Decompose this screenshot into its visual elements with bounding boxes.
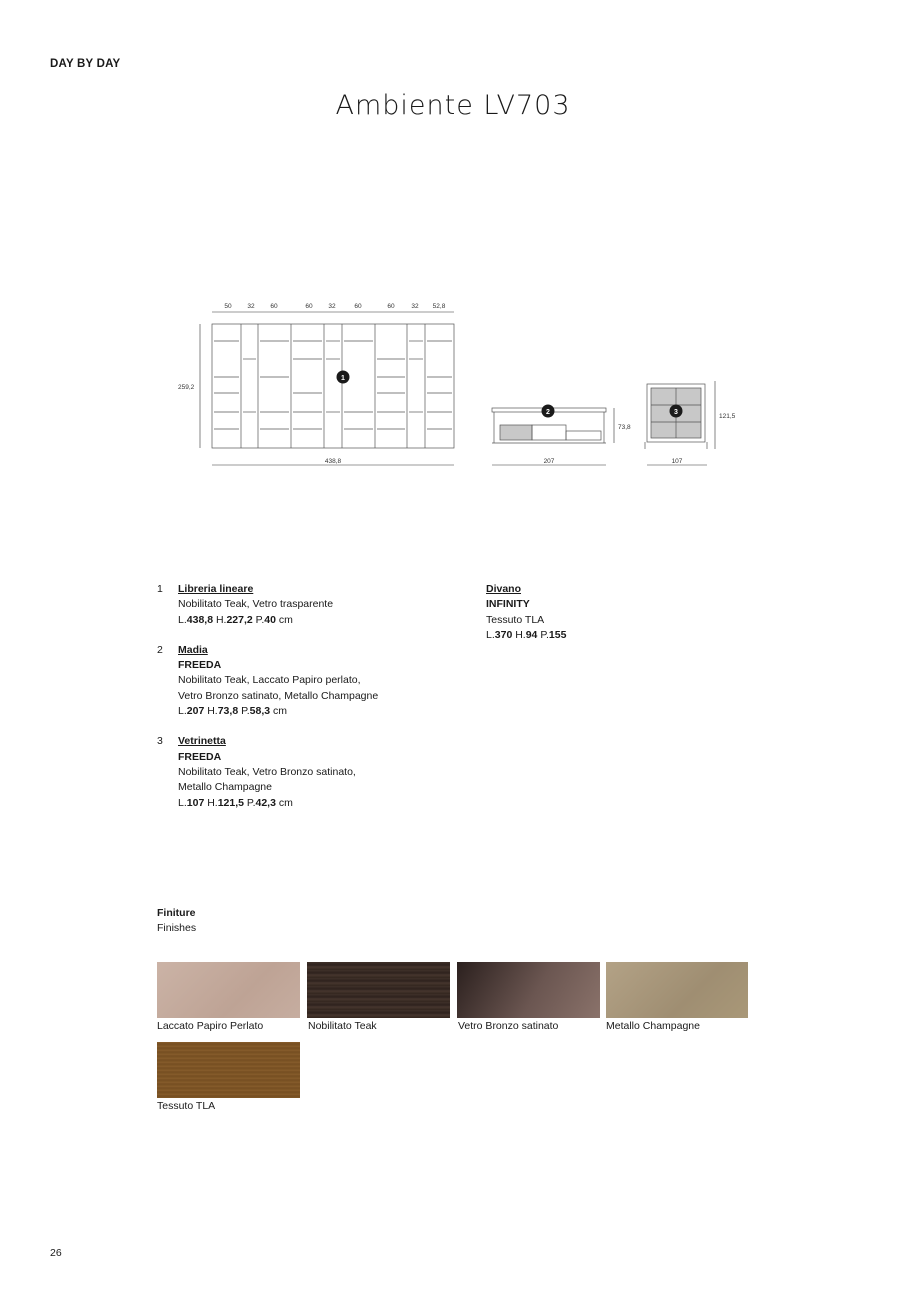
top-dimension-labels [224, 303, 445, 310]
divano-name: Divano [486, 583, 522, 595]
item-description: Nobilitato Teak, Vetro trasparente [178, 598, 334, 611]
item-description: Nobilitato Teak, Laccato Papiro perlato, [178, 674, 361, 687]
item-name: Vetrinetta [178, 735, 226, 748]
height-dimension-label: 259,2 [178, 384, 195, 391]
finishes-subtitle: Finishes [157, 922, 197, 935]
page-number: 26 [50, 1247, 62, 1259]
swatch-label: Tessuto TLA [157, 1100, 216, 1112]
divano-model: INFINITY [486, 598, 530, 611]
swatch-label: Metallo Champagne [606, 1020, 700, 1032]
dim-label: 60 [305, 303, 313, 310]
dim-label: 52,8 [432, 303, 446, 310]
swatch-vetro-bronzo [457, 962, 600, 1018]
finishes-heading [157, 906, 196, 937]
swatch-label: Nobilitato Teak [308, 1020, 377, 1032]
vetrinetta-height-label: 121,5 [719, 413, 736, 420]
item-number: 3 [157, 735, 163, 748]
list-item [157, 643, 457, 719]
item-name: Libreria lineare [178, 583, 254, 595]
item-model: FREEDA [178, 659, 222, 672]
swatch-laccato-papiro [157, 962, 300, 1018]
dim-label: 32 [247, 303, 255, 310]
swatch-nobilitato-teak [307, 962, 450, 1018]
item-model: FREEDA [178, 750, 222, 763]
list-item [157, 734, 457, 810]
finishes-title: Finiture [157, 907, 196, 919]
swatch-tessuto-tla [157, 1042, 300, 1098]
madia-height-label: 73,8 [618, 424, 631, 431]
swatch-label: Vetro Bronzo satinato [458, 1020, 559, 1032]
dim-label: 32 [328, 303, 336, 310]
marker-2-label: 2 [546, 409, 550, 416]
dim-label: 60 [270, 303, 278, 310]
marker-3-label: 3 [674, 409, 678, 416]
item-number: 2 [157, 643, 163, 656]
dim-label: 50 [224, 303, 232, 310]
item-number: 1 [157, 583, 163, 595]
item-description: Vetro Bronzo satinato, Metallo Champagne [178, 689, 379, 702]
dim-label: 60 [354, 303, 362, 310]
item-dimensions: L.207 H.73,8 P.58,3 cm [178, 705, 287, 718]
dim-label: 32 [411, 303, 419, 310]
bookcase-width-label: 438,8 [324, 458, 342, 465]
swatch-label: Laccato Papiro Perlato [157, 1020, 264, 1032]
divano-description: Tessuto TLA [486, 613, 545, 626]
item-dimensions: L.438,8 H.227,2 P.40 cm [178, 613, 293, 626]
technical-drawing [170, 295, 750, 475]
list-item [157, 582, 457, 628]
swatch-metallo-champagne [606, 962, 748, 1018]
brand-label: DAY BY DAY [50, 58, 121, 70]
item-name: Madia [178, 643, 208, 656]
madia-width-label: 207 [543, 458, 555, 465]
item-description: Metallo Champagne [178, 781, 272, 794]
page-title: Ambiente LV703 [335, 90, 571, 121]
item-dimensions: L.107 H.121,5 P.42,3 cm [178, 796, 293, 809]
bookcase-drawing [212, 324, 454, 448]
vetrinetta-width-label: 107 [671, 458, 683, 465]
divano-block [486, 582, 736, 643]
dim-label: 60 [387, 303, 395, 310]
item-description: Nobilitato Teak, Vetro Bronzo satinato, [178, 765, 356, 778]
items-list [157, 582, 457, 811]
marker-1-label: 1 [341, 375, 345, 382]
divano-dimensions: L.370 H.94 P.155 [486, 628, 567, 641]
